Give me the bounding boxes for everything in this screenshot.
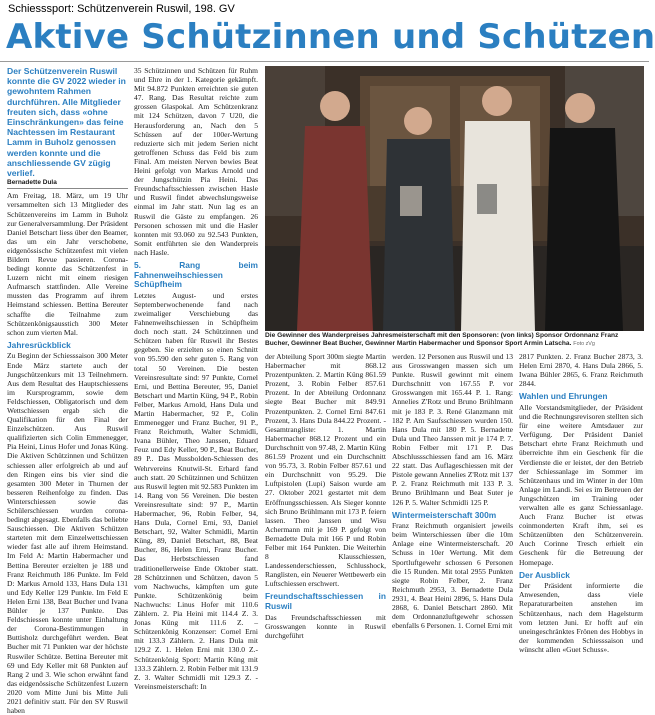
- column-3: [265, 352, 386, 651]
- subheading: Wintermeisterschaft 300m: [392, 509, 497, 520]
- body-paragraph: Letztes August- und erstes Septemberwochenende fand nach zweimaliger Verschiebung das Fahnenweihschiessen in Schüpfheim doch noch statt. 24 Schützinnen und Schützen haben für Ruswil ihr Bestes gegeben. Sie erzielten so einen Schnitt von 95.590 den sehr guten 5. Rang von total 50 Vereinen. Die besten Vereinsresultate sind: 97 Punkte, Cornel Erni, und Bettina Bereuter, 95, Daniel Betschart und Martin Küng, 94 P., Robin Felber, Markus Arnold, Hans Dula und Martin Habermacher, 92 P., Colin Emmenegger und Franz Bucher, 91 P., Franz Reichmuth, Walter Schmidli, Ivana Bühler, Theo Janssen, Eduard Feuz und Edy Keller, 90 P., Beat Bucher, 89 P.. Das Mussbolden-Schiessen des Wehrvereins Knutwil-St. Erhard fand auch statt. 20 Schützinnen und Schützen aus Ruswil legten mit 92.583 Punkten im 14. Rang von 56 Vereinen. Die besten Vereinsresultate sind: 97 P., Martin Habermacher, 96, Robin Felber, 94, Hans Dula, Cornel Erni, 93, Daniel Betschart, 92, Walter Schmidli, Martin Küng, 89, Daniel Betschart, 88, Beat Bucher, 86, Helen Erni, Franz Bucher. Das Herbstschiessen fand traditionellerweise Ende Oktober statt. 28 Schützinnen und Schützen, davon 5 vom Nachwuchs, kämpften um gute Punkte. Schützenkönig beim Nachwuchs: Linus Hofer mit 110.6 Zählern. 2. Pia Heini mit 114.4 Z. 3. Jonas Küng mit 111.6 Z. – Schützenkönig Konzenser: Cornel Erni mit 133.3 Zählern. 2. Hans Dula mit 129.2 Z. 1. Helen Erni mit 130.0 Z.- Schützenkönig Sport: Martin Küng mit 133.3 Zählern. 2. Robin Felber mit 131.9 Z. 3. Walter Schmidli mit 129.3 Z. - Vereinsmeisterschaft: In: [134, 290, 258, 691]
- body-paragraph: der Abteilung Sport 300m siegte Martin Habermacher mit 868.12 Prozentpunkten. 2. Martin Küng 861.59 Prozent, 3. Robin Felber 857.61 Prozent. In der Abteilung Ordonnanz siegte Beat Bucher mit 849.91 Prozentpunkten. 2. Cornel Erni 847.61 Prozent, 3. Hans Dula 844.22 Prozent. - Gesamtrangliste: 1. Martin Habermacher 868.12 Prozent und ein Durchschnitt von 97.48, 2. Martin Küng 861.59 Prozent und ein Durchschnitt von 95.73, 3. Robin Felber 857.61 und ein Durchschnitt von 95.29. Die Luftpistolen (Lupi) Saison wurde am 27. Oktober 2021 gestartet mit dem Eröffnungsschiessen. Als Sieger konnte sich Bruno Brühlmann mit 173 P. feiern lassen. Theo Janssen und Wisu Achermann mit je 169 P. gefolgt von Bernadette Dula mit 166 P und Robin Felber mit 164 Punkten. Die Weiterhin 8 Klausschiessen, Landessenderschiessen, Schlusshock, Ranglisten, ein Neuerer Wettbewerb ein Luftschiessen erschwert.: [265, 352, 386, 589]
- column-2: [134, 66, 258, 691]
- photo-credit: Foto zVg: [573, 341, 595, 348]
- photo-caption: [265, 332, 644, 348]
- subheading: Der Ausblick: [519, 569, 570, 580]
- body-paragraph: 35 Schützinnen und Schützen für Ruhm und Ehre in der 1. Kategorie gekämpft. Mit 94.872 Punkten erreichten sie guten 47. Rang. Das Resultat reichte zum grossen Glaspokal. Am Schützenkranz mit 124 Schützen, davon 7 U20, die Herausforderung an, Nach den 5 Schüssen auf der 100er-Wertung reduzierte sich mit jedem Serien nicht getroffenen Schuss das Feld bis zum Final. Am meisten Nerven bewies Beat Heini gefolgt von Markus Arnold und der Jungschützin Pia Heini. Das Freundschaftsschiessen zwischen Hasle und Ruswil findet abwechslungsweise einmal im Jahr statt. Nun lag es an Ruswil die Gäste zu empfangen. 26 Personen schossen mit und die Hasler konnten mit 93.060 zu 92.543 Punkten, Somit entführten sie den Wanderpreis nach Hasle.: [134, 66, 258, 257]
- author-byline: Bernadette Dula: [7, 178, 128, 189]
- body-paragraph: Alle Vorstandsmitglieder, der Präsident und die Rechnungsrevisoren stellten sich für eine weitere Amtsdauer zur Verfügung. Der Präsident Daniel Betschart ehrte Franz Reichmuth und überreichte ihm ein Geschenk für die Verdienste die er leistet, der den Betrieb der Schiessanlage im Sommer im Schützenhaus und im Winter in der 10m Anlage im Landi. Sei es im Betreuen der Jungschützen im Training oder verwalten alle es ganz Schiessanlage. Auch Franz Bucher ist etwas coinmonderten Kraft ihm, sei es Schützenübten den Schützenverein. Auch Corinne Tresch erhielt ein Geschenk für die Betreuung der Homepage.: [519, 402, 643, 567]
- body-paragraph: 2817 Punkten. 2. Franz Bucher 2873, 3. Helen Erni 2870, 4. Hans Dula 2866, 5. Iwana Bühler 2865, 6. Franz Reichmuth 2844.: [519, 352, 643, 389]
- body-paragraph: werden. 12 Personen aus Ruswil und 13 aus Grosswangen massen sich um Punkte. Ruswil gewinnt mit einem Durchschnitt von 167.55 P. vor Grosswangen mit 165.44 P. 1. Rang: Annelies Z'Rotz und Bruno Brühlmann mit je 183 P. 3. René Glanzmann mit 182 P. Am Saufsschiessen wurden 150. Hans Dula mit 180 P. 5. Bernadette Dula und Theo Janssen mit je 174 P. 7. Robin Felber mit 171 P. Das Abschlussschiessen fand am 16. März 22 statt. Das Auflageschiessen mit der Pistole gewann Annelies Z'Rotz mit 137 P. 2. Franz Reichmuth mit 133 P. 3. Bruno Brühlmann und Beat Suter je 126 P. 5. Walter Schmidli 125 P.: [392, 352, 513, 507]
- subheading: Freundschaftsschiessen in Ruswil: [265, 591, 386, 612]
- headline: Aktive Schützinnen und Schützen: [6, 17, 655, 57]
- subheading: Jahresrückblick: [7, 339, 71, 350]
- body-paragraph: Das Freundschaftsschiessen mit Grosswangen konnte in Ruswil durchgeführt: [265, 612, 386, 640]
- body-paragraph: Am Freitag, 18. März, um 19 Uhr versammelten sich 13 Mitglieder des Schützenvereins im Lamm in Buholz zur Generalversammlung. Der Präsident Daniel Betschart liess über den Beamer, das um ein Jahr verschobene, eidgenössische Schützenfest mit vielen Bildern Revue passieren. Corona-bedingt konnte das Schützenfest in Luzern nicht mit einem riesigen Aufmarsch stattfinden. Alle Vereine mussten das Programm auf ihrem Heimstand schiessen. Bettina Bereuter schaffte die Teilnahme zum Schützenkönigsausstich 300 Meter schon zum vierten Mal.: [7, 191, 128, 337]
- caption-text: Die Gewinner des Wanderpreises Jahresmeisterschaft mit den Sponsoren: (von links) Sponsor Ordonnanz Franz Bucher, Gewinner Beat Bucher, Gewinner Martin Habermacher und Sponsor Sport Armin Latscha.: [265, 332, 619, 348]
- header-rule: [0, 61, 649, 62]
- column-1: [7, 66, 128, 715]
- column-5: [519, 352, 643, 654]
- section-kicker: Schiesssport: Schützenverein Ruswil, 198. GV: [8, 3, 235, 15]
- body-paragraph: Der Präsident informierte die Anwesenden, dass viele Reparaturarbeiten anstehen im Schützenhaus, nach dem Hagelsturm vom letzten Juni. Er hofft auf ein uneingeschränktes Frönen des Hobbys in der kommenden Schiesssaison und wünscht allen «Guet Schuss».: [519, 581, 643, 654]
- column-4: [392, 352, 513, 651]
- subheading: Wahlen und Ehrungen: [519, 391, 608, 402]
- article-photo: [265, 66, 644, 331]
- body-paragraph: Zu Beginn der Schiesssaison 300 Meter Ende März startete auch der Jungschützenkurs mit 13 Teilnehmern. Aus dem Resultat des Hauptschiessens im Kursprogramm, sowie dem Feldschiessen, Obligatorisch und dem Wettschiessen ergab sich die Qualifikation für den Final der Einzelschützen. Aus Ruswil qualifizierten sich Colin Emmenegger, Pia Heini, Linus Hofer und Jonas Küng. Die Aktiven Schützinnen und Schützen schiessen aller erfolgreich ab und auf den Ringen eins bis vier sind die gesamten 300 Meter in Thurnen der besseren Reihenfolge zu finden. Das Winterschiessen sowie das Schülerschiessen wurden corona-bedingt abgesagt. Ebenfalls das beliebte Sauschiessen. Die Aktiven Schützen starteten mit dem Einzelwettschiessen wieder fast alle auf ihrem Heimstand. Im Feld A: Martin Habermacher und Bettina Bereuter erzielten je 188 und Franz Reichmuth 186 Punkte. Im Feld D: Markus Arnold 133, Hans Dula 131 und Edy Keller 129 Punkte. Im Feld E Helen Erni 138, Beat Bucher und Ivana Bühler je 137 Punkte. Das Feldschiessen konnte unter Einhaltung der Corona-Bestimmungen in Buttisholz durchgeführt werden. Beat Bucher mit 71 Punkten war der höchste Ruswiler Schütze. Bettina Bereuter mit 69 und Edy Keller mit 68 Punkten auf Rang 2 und 3. Wie schon erwähnt fand das eidgenössische Schützenfest Luzern 2020 vom Mitte Juni bis Mitte Juli 2021 definitiv statt. Für den SV Ruswil haben: [7, 351, 128, 715]
- body-paragraph: Franz Reichmuth organisiert jeweils beim Winterschiessen über die 10m Anlage eine Wintermeisterschaft. 20 Schuss in 10er Wertung. Mit dem Sportluftgewehr schossen 6 Personen die 15 Runden. Mit total 2955 Punkten siegte Robin Felber, 2. Franz Reichmuth 2953, 3. Bernadette Dula 2931, 4. Beat Heini 2896, 5. Hans Dula 2868, 6. Daniel Betschart 2860. Mit dem Ordonnanzluftgewehr schossen ebenfalls 6 Personen. 1. Cornel Erni mit: [392, 521, 513, 631]
- lead-paragraph: Der Schützenverein Ruswil konnte die GV 2022 wieder in gewohntem Rahmen durchführen. Alle Mitglieder freuten sich, dass «ohne Einschränkungen» das feine Nachtessen im Restaurant Lamm in Buholz genossen werden konnte und die anschliessende GV zügig verlief.: [7, 66, 126, 179]
- subheading: 5. Rang beim Fahnenweihschiessen Schüpfheim: [134, 259, 258, 290]
